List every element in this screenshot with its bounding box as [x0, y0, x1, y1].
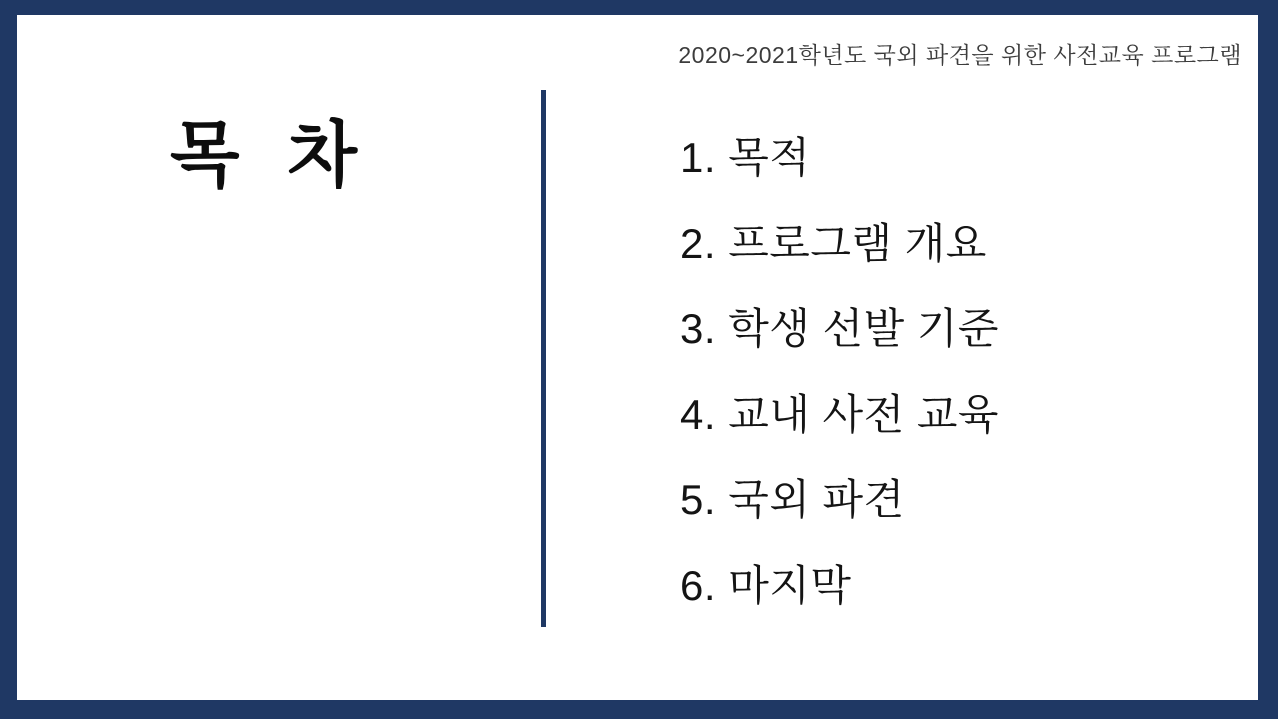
slide-content	[17, 15, 1258, 700]
toc-item-4: 4. 교내 사전 교육	[680, 390, 999, 438]
toc-item-3: 3. 학생 선발 기준	[680, 305, 999, 352]
page-title: 목 차	[169, 116, 372, 196]
vertical-divider	[541, 90, 546, 627]
toc-list	[680, 115, 999, 628]
toc-item-5: 5. 국외 파견	[680, 476, 905, 523]
header-caption: 2020~2021학년도 국외 파견을 위한 사전교육 프로그램	[678, 42, 1242, 68]
toc-item-1: 1. 목적	[680, 134, 811, 181]
toc-item-2: 2. 프로그램 개요	[680, 219, 987, 267]
toc-item-6: 6. 마지막	[680, 561, 852, 609]
